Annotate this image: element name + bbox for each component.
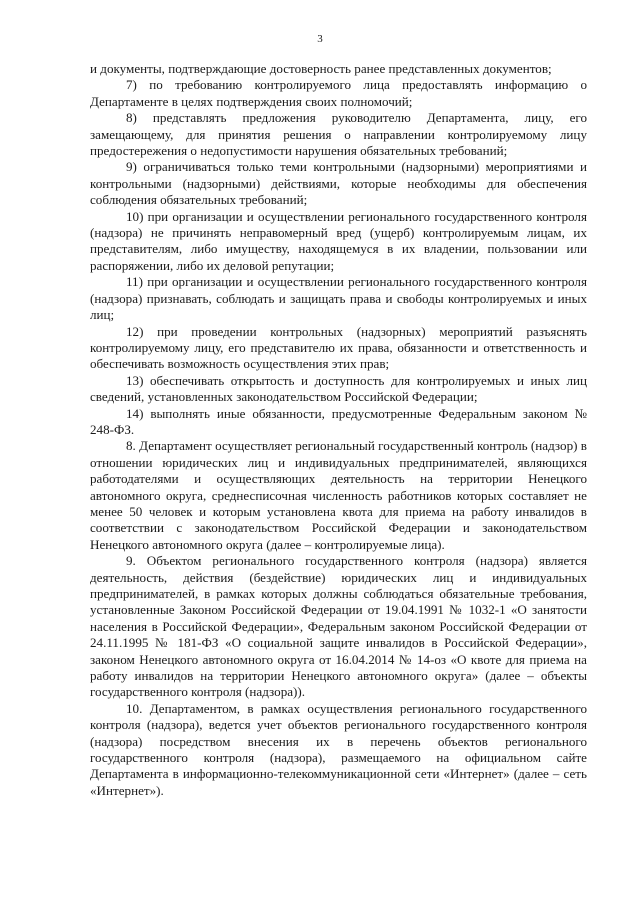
paragraph-item-10: 10) при организации и осуществлении регионального государственного контроля (надзора) не причинять неправомерный вред (ущерб) контролируемым лицам, их представителям, либо имуществу, находящемуся в их владении, пользовании или распоряжении, либо их деловой репутации; xyxy=(90,208,587,273)
page-number: 3 xyxy=(317,33,323,45)
paragraph-section-10: 10. Департаментом, в рамках осуществления регионального государственного контроля (надзора), ведется учет объектов регионального государственного контроля (надзора) посредством внесения их в перечень объектов регионального государственного контроля (надзора), размещаемого на официальном сайте Департамента в информационно-телекоммуникационной сети «Интернет» (далее – сеть «Интернет»). xyxy=(90,700,587,798)
paragraph-item-12: 12) при проведении контрольных (надзорных) мероприятий разъяснять контролируемому лицу, его представителю их права, обязанности и ответственность и обеспечивать возможность осуществления этих прав; xyxy=(90,323,587,372)
paragraph-item-7: 7) по требованию контролируемого лица предоставлять информацию о Департаменте в целях подтверждения своих полномочий; xyxy=(90,77,587,109)
paragraph-item-11: 11) при организации и осуществлении регионального государственного контроля (надзора) признавать, соблюдать и защищать права и свободы контролируемых и иных лиц; xyxy=(90,274,587,323)
paragraph-continuation: и документы, подтверждающие достоверность ранее представленных документов; xyxy=(90,61,552,76)
paragraph-section-9: 9. Объектом регионального государственного контроля (надзора) является деятельность, действия (бездействие) юридических лиц и индивидуальных предпринимателей, в рамках которых должны соблюдаться обязательные требования, установленные Законом Российской Федерации от 19.04.1991 № 1032-1 «О занятости населения в Российской Федерации», Федеральным законом Российской Федерации от 24.11.1995 № 181-ФЗ «О социальной защите инвалидов в Российской Федерации», законом Ненецкого автономного округа от 16.04.2014 № 14-оз «О квоте для приема на работу инвалидов на территории Ненецкого автономного округа» (далее – объекты государственного контроля (надзора)). xyxy=(90,553,587,700)
paragraph-section-8: 8. Департамент осуществляет региональный государственный контроль (надзор) в отношении юридических лиц и индивидуальных предпринимателей, являющихся работодателями и осуществляющих деятельность на территории Ненецкого автономного округа, среднесписочная численность работников которых составляет не менее 50 человек и которым установлена квота для приема на работу инвалидов в соответствии с законодательством Российской Федерации и законодательством Ненецкого автономного округа (далее – контролируемые лица). xyxy=(90,438,587,552)
paragraph-item-14: 14) выполнять иные обязанности, предусмотренные Федеральным законом № 248-ФЗ. xyxy=(90,405,587,437)
paragraph-item-8: 8) представлять предложения руководителю Департамента, лицу, его замещающему, для принятия решения о направлении контролируемому лицу предостережения о недопустимости нарушения обязательных требований; xyxy=(90,110,587,159)
paragraph-item-9: 9) ограничиваться только теми контрольными (надзорными) мероприятиями и контрольными (надзорными) действиями, которые необходимы для обеспечения соблюдения обязательных требований; xyxy=(90,159,587,208)
document-body xyxy=(90,61,587,799)
paragraph-item-13: 13) обеспечивать открытость и доступность для контролируемых и иных лиц сведений, установленных законодательством Российской Федерации; xyxy=(90,372,587,405)
